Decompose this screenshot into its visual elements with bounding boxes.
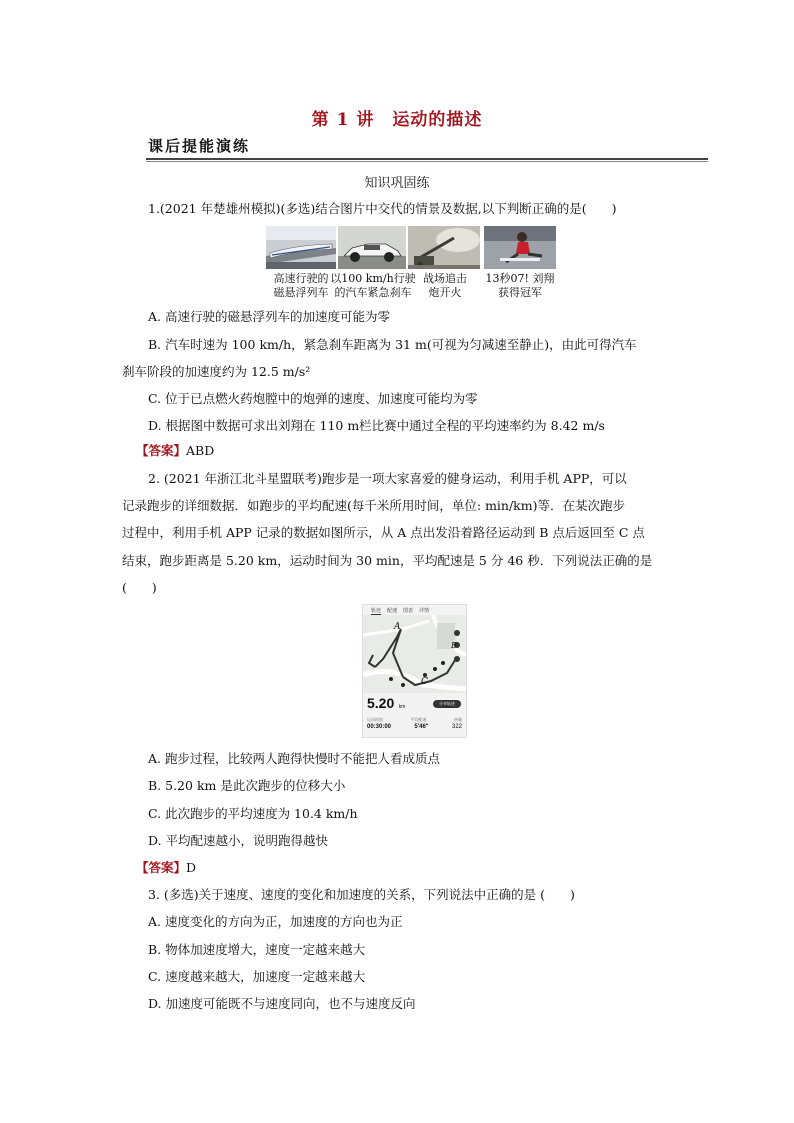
question-1-option-b: B. 汽车时速为 100 km/h，紧急刹车距离为 31 m(可视为匀减速至静止)，由此可得汽车: [148, 337, 637, 352]
caption-hurdler: 13秒07! 刘翔 获得冠军: [485, 272, 555, 299]
stats-values: [367, 724, 462, 730]
question-3-option-b: B. 物体加速度增大，速度一定越来越大: [148, 942, 366, 957]
question-2-line-1: 2. (2021 年浙江北斗星盟联考)跑步是一项大家喜爱的健身运动，利用手机 APP，可以: [148, 471, 627, 486]
tab-details[interactable]: 详情: [419, 608, 430, 614]
distance-readout: [367, 695, 405, 713]
section-heading: 课后提能演练: [148, 137, 251, 155]
route-map: [363, 615, 466, 693]
subsection-heading: 知识巩固练: [364, 176, 430, 191]
car-braking-photo: [338, 226, 406, 269]
question-3-stem: 3. (多选)关于速度、速度的变化和加速度的关系，下列说法中正确的是 ( ): [148, 887, 575, 902]
answer-label: 【答案】: [136, 860, 187, 875]
header-rule: [146, 158, 708, 160]
time-value: 00:30:00: [367, 724, 392, 730]
question-2-line-2: 记录跑步的详细数据．如跑步的平均配速(每千米所用时间，单位: min/km)等．在某次跑步: [122, 498, 625, 513]
tab-chart[interactable]: 图表: [403, 608, 414, 614]
question-3-option-c: C. 速度越来越大，加速度一定越来越大: [148, 969, 366, 984]
pace-value: 5'46": [414, 724, 429, 730]
question-1-option-b-cont: 刹车阶段的加速度约为 12.5 m/s²: [122, 364, 311, 379]
share-track-button[interactable]: 分享轨迹: [433, 700, 461, 708]
answer-value: ABD: [186, 443, 215, 458]
question-1-option-d: D. 根据图中数据可求出刘翔在 110 m栏比赛中通过全程的平均速率约为 8.42 m/s: [148, 418, 605, 433]
distance-unit: km: [398, 704, 406, 710]
question-1-option-c: C. 位于已点燃火药炮膛中的炮弹的速度、加速度可能均为零: [148, 391, 478, 406]
question-2-option-d: D. 平均配速越小，说明跑得越快: [148, 833, 329, 848]
point-c-label: C: [421, 677, 428, 687]
stats-labels: [367, 717, 462, 723]
question-1-stem: 1.(2021 年楚雄州模拟)(多选)结合图片中交代的情景及数据,以下判断正确的是( ): [148, 201, 617, 216]
answer-value: D: [186, 860, 197, 875]
caption-car: 以100 km/h行驶 的汽车紧急刹车: [330, 272, 416, 299]
question-2-option-a: A. 跑步过程，比较两人跑得快慢时不能把人看成质点: [148, 751, 440, 766]
question-1-answer: [136, 443, 214, 459]
point-b-label: B: [451, 641, 457, 650]
maglev-train-photo: [266, 226, 336, 269]
pace-label: 平均配速: [410, 717, 427, 722]
distance-value: 5.20: [367, 695, 395, 711]
hurdler-photo: [484, 226, 556, 269]
calorie-value: 322: [451, 724, 462, 730]
tab-track[interactable]: 轨迹: [371, 608, 382, 614]
page-title: 第 1 讲 运动的描述: [311, 110, 483, 130]
running-app-screenshot: [362, 604, 467, 738]
question-2-line-3: 过程中，利用手机 APP 记录的数据如图所示，从 A 点出发沿着路径运动到 B 点后返回至 C 点: [122, 525, 645, 540]
caption-artillery: 战场追击 炮开火: [423, 272, 467, 299]
point-a-label: A: [394, 622, 401, 632]
question-2-line-4: 结束，跑步距离是 5.20 km，运动时间为 30 min，平均配速是 5 分 46 秒．下列说法正确的是: [122, 553, 653, 568]
answer-label: 【答案】: [136, 443, 187, 458]
header-rule-thin: [146, 161, 708, 162]
question-2-option-b: B. 5.20 km 是此次跑步的位移大小: [148, 778, 346, 793]
question-2-option-c: C. 此次跑步的平均速度为 10.4 km/h: [148, 806, 358, 821]
question-3-option-d: D. 加速度可能既不与速度同向，也不与速度反向: [148, 996, 416, 1011]
artillery-photo: [408, 226, 480, 269]
calorie-label: 热量: [454, 717, 462, 722]
tab-pace[interactable]: 配速: [387, 608, 398, 614]
app-tabs: [371, 607, 429, 615]
time-label: 运动时间: [367, 717, 383, 722]
caption-maglev: 高速行驶的 磁悬浮列车: [273, 272, 329, 299]
question-2-answer: [136, 860, 196, 876]
question-2-line-5: ( ): [122, 580, 157, 595]
question-1-option-a: A. 高速行驶的磁悬浮列车的加速度可能为零: [148, 309, 390, 324]
question-3-option-a: A. 速度变化的方向为正，加速度的方向也为正: [148, 914, 403, 929]
